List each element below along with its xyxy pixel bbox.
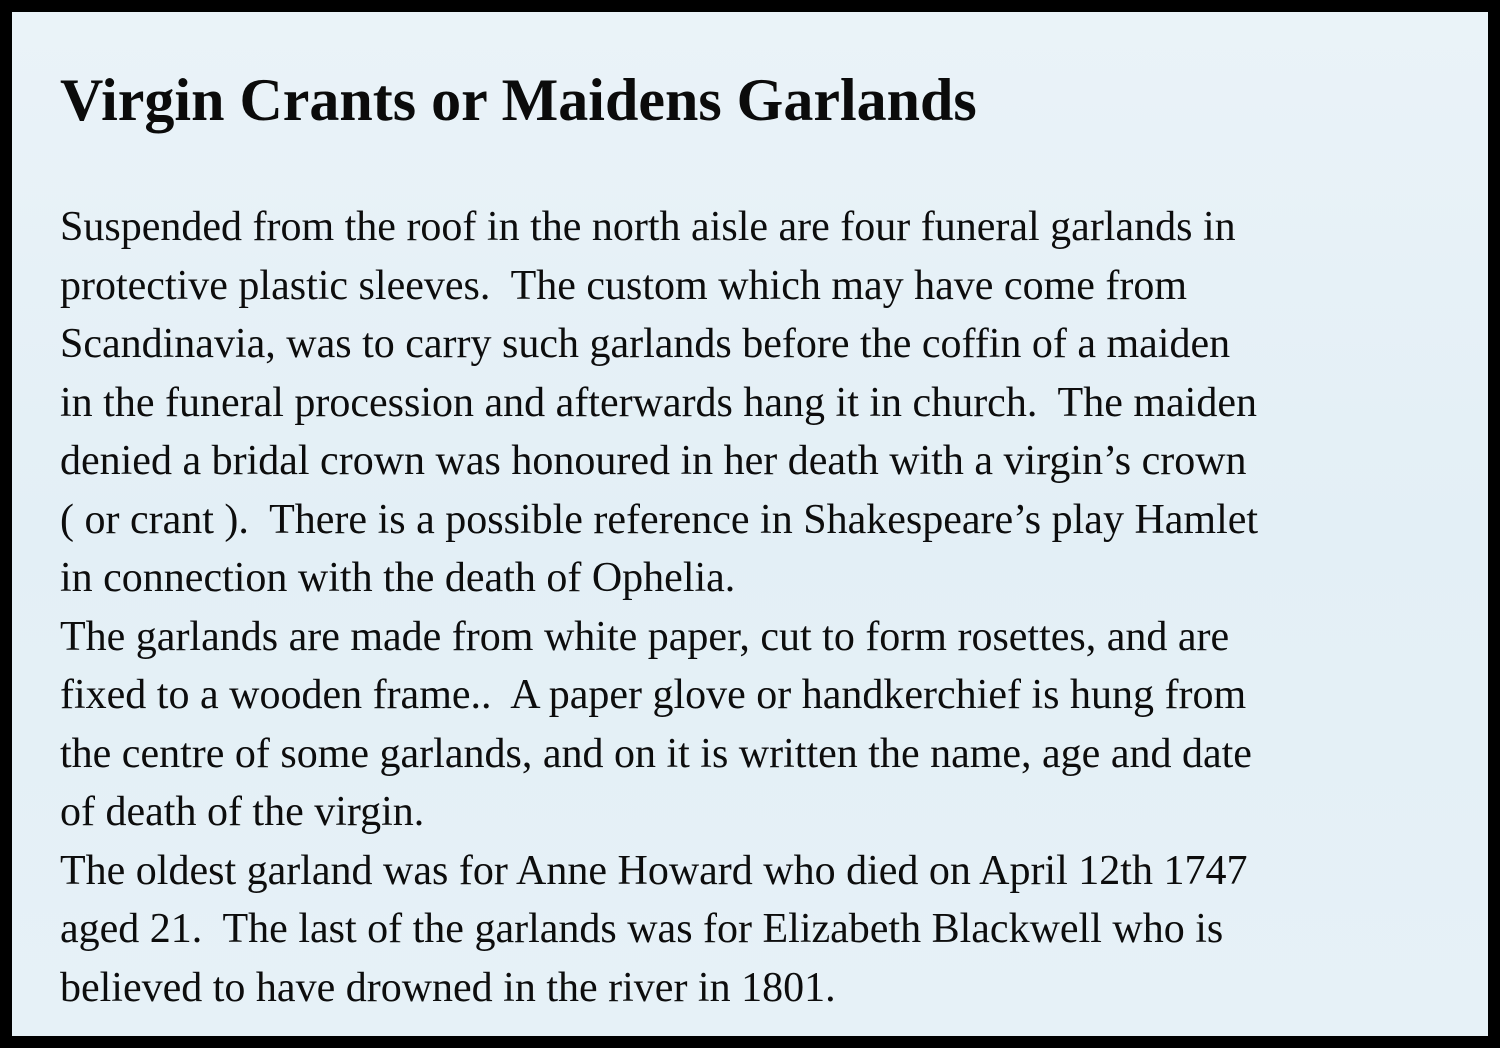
text-line: protective plastic sleeves. The custom which may have come from [60, 262, 1188, 309]
text-line: The oldest garland was for Anne Howard who died on April 12th 1747 [60, 847, 1248, 894]
text-line: denied a bridal crown was honoured in her death with a virgin’s crown [60, 438, 1247, 484]
sign-body-text [60, 198, 1480, 1017]
text-line: in the funeral procession and afterwards hang it in church. The maiden [60, 379, 1257, 426]
text-line: fixed to a wooden frame.. A paper glove or handkerchief is hung from [60, 672, 1247, 718]
text-line: The garlands are made from white paper, cut to form rosettes, and are [60, 613, 1230, 660]
text-line: aged 21. The last of the garlands was for Elizabeth Blackwell who is [60, 906, 1224, 952]
text-line: ( or crant ). There is a possible reference in Shakespeare’s play Hamlet [60, 496, 1259, 543]
text-line: believed to have drowned in the river in 1801. [60, 964, 836, 1011]
sign-title: Virgin Crants or Maidens Garlands [60, 67, 977, 133]
text-line: in connection with the death of Ophelia. [60, 555, 736, 601]
text-line: of death of the virgin. [60, 789, 425, 835]
text-line: the centre of some garlands, and on it is written the name, age and date [60, 730, 1252, 777]
information-sign [12, 12, 1488, 1036]
text-line: Suspended from the roof in the north aisle are four funeral garlands in [60, 204, 1236, 250]
text-line: Scandinavia, was to carry such garlands before the coffin of a maiden [60, 321, 1231, 367]
